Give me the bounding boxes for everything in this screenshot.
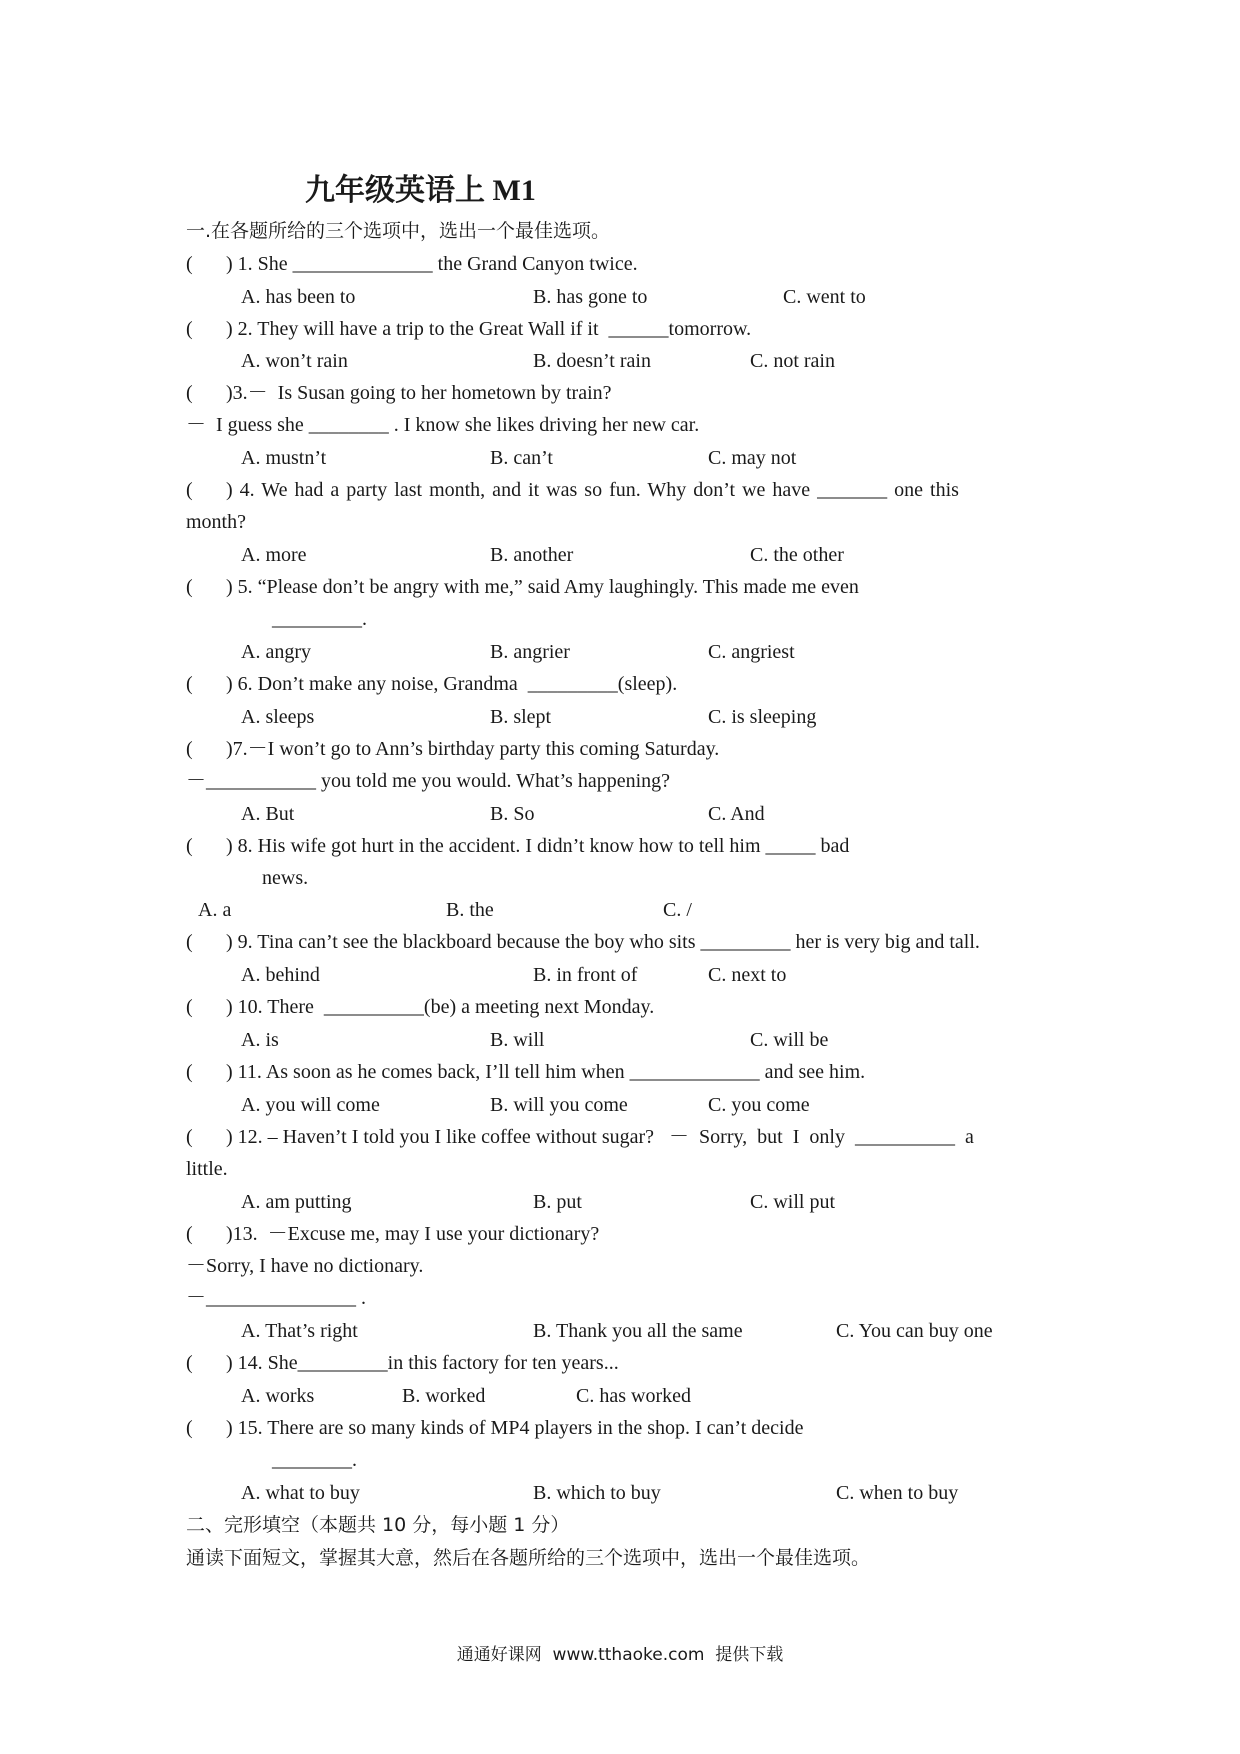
q12-paren: ( [186,1126,193,1148]
q13-paren: ( [186,1223,193,1245]
q8-option-c: C. / [663,899,692,921]
q15-stem2: ________. [272,1449,357,1471]
q12-option-a: A. am putting [241,1191,352,1213]
q6-paren: ( [186,673,193,695]
q7-stem2: －___________ you told me you would. What’s happening? [186,770,671,792]
q7-option-b: B. So [490,803,535,825]
q1-paren: ( [186,253,193,275]
q6-option-c: C. is sleeping [708,706,817,728]
q7-option-a: A. But [241,803,295,825]
q5-option-a: A. angry [241,641,311,663]
q7-stem: )7.－I won’t go to Ann’s birthday party this coming Saturday. [226,738,720,760]
q1-option-a: A. has been to [241,286,356,308]
q1-option-b: B. has gone to [533,286,648,308]
q13-stem2: －Sorry, I have no dictionary. [186,1255,424,1277]
q14-paren: ( [186,1352,193,1374]
q9-stem: ) 9. Tina can’t see the blackboard because the boy who sits _________ her is very big and tall. [226,931,980,953]
section2-heading: 二、完形填空（本题共 10 分，每小题 1 分） [186,1514,570,1536]
q10-stem: ) 10. There __________(be) a meeting next Monday. [226,996,655,1018]
q8-option-a: A. a [198,899,232,921]
q11-option-b: B. will you come [490,1094,628,1116]
q6-option-a: A. sleeps [241,706,315,728]
q2-option-b: B. doesn’t rain [533,350,651,372]
q14-option-a: A. works [241,1385,315,1407]
q12-stem: ) 12. – Haven’t I told you I like coffee without sugar? － Sorry, but I only __________ a [226,1126,974,1148]
q15-stem: ) 15. There are so many kinds of MP4 players in the shop. I can’t decide [226,1417,804,1439]
q9-option-c: C. next to [708,964,787,986]
q2-option-c: C. not rain [750,350,835,372]
q13-option-b: B. Thank you all the same [533,1320,743,1342]
q7-option-c: C. And [708,803,765,825]
q5-option-b: B. angrier [490,641,570,663]
q3-stem: )3.－ Is Susan going to her hometown by train? [226,382,612,404]
q11-stem: ) 11. As soon as he comes back, I’ll tell him when _____________ and see him. [226,1061,866,1083]
q12-stem2: little. [186,1158,228,1180]
q2-option-a: A. won’t rain [241,350,348,372]
q6-stem: ) 6. Don’t make any noise, Grandma _________(sleep). [226,673,678,695]
q5-stem: ) 5. “Please don’t be angry with me,” said Amy laughingly. This made me even [226,576,859,598]
q8-stem: ) 8. His wife got hurt in the accident. I didn’t know how to tell him _____ bad [226,835,850,857]
q4-option-b: B. another [490,544,574,566]
q4-paren: ( [186,479,193,501]
q9-paren: ( [186,931,193,953]
q8-option-b: B. the [446,899,494,921]
q9-option-a: A. behind [241,964,320,986]
q5-option-c: C. angriest [708,641,795,663]
q15-paren: ( [186,1417,193,1439]
q10-option-c: C. will be [750,1029,829,1051]
q4-option-a: A. more [241,544,307,566]
q10-option-a: A. is [241,1029,279,1051]
q9-option-b: B. in front of [533,964,638,986]
q5-stem2: _________. [272,608,367,630]
q3-option-c: C. may not [708,447,797,469]
q12-option-b: B. put [533,1191,582,1213]
q8-stem2: news. [262,867,309,889]
q2-paren: ( [186,318,193,340]
q3-stem2: － I guess she ________ . I know she likes driving her new car. [186,414,700,436]
page-footer: 通通好课网 www.tthaoke.com 提供下载 [456,1645,784,1665]
q11-paren: ( [186,1061,193,1083]
q3-option-b: B. can’t [490,447,553,469]
q4-stem2: month? [186,511,246,533]
q15-option-a: A. what to buy [241,1482,360,1504]
q11-option-a: A. you will come [241,1094,380,1116]
q4-stem: ) 4. We had a party last month, and it was so fun. Why don’t we have _______ one this [226,479,959,501]
q13-stem: )13. －Excuse me, may I use your dictionary? [226,1223,600,1245]
section2-instruction: 通读下面短文，掌握其大意，然后在各题所给的三个选项中，选出一个最佳选项。 [186,1547,871,1569]
page-title: 九年级英语上 M1 [305,174,536,207]
q14-option-c: C. has worked [576,1385,691,1407]
q11-option-c: C. you come [708,1094,810,1116]
q15-option-b: B. which to buy [533,1482,661,1504]
q4-option-c: C. the other [750,544,844,566]
q13-option-a: A. That’s right [241,1320,358,1342]
q14-stem: ) 14. She_________in this factory for ten years... [226,1352,619,1374]
q1-stem: ) 1. She ______________ the Grand Canyon twice. [226,253,638,275]
q3-option-a: A. mustn’t [241,447,327,469]
q15-option-c: C. when to buy [836,1482,959,1504]
q8-paren: ( [186,835,193,857]
q10-option-b: B. will [490,1029,545,1051]
q13-option-c: C. You can buy one [836,1320,993,1342]
q14-option-b: B. worked [402,1385,486,1407]
q2-stem: ) 2. They will have a trip to the Great Wall if it ______tomorrow. [226,318,752,340]
q6-option-b: B. slept [490,706,552,728]
q13-stem3: －_______________ . [186,1287,366,1309]
q7-paren: ( [186,738,193,760]
q12-option-c: C. will put [750,1191,836,1213]
q3-paren: ( [186,382,193,404]
section1-heading: 一.在各题所给的三个选项中，选出一个最佳选项。 [186,220,611,242]
q10-paren: ( [186,996,193,1018]
q1-option-c: C. went to [783,286,866,308]
q5-paren: ( [186,576,193,598]
